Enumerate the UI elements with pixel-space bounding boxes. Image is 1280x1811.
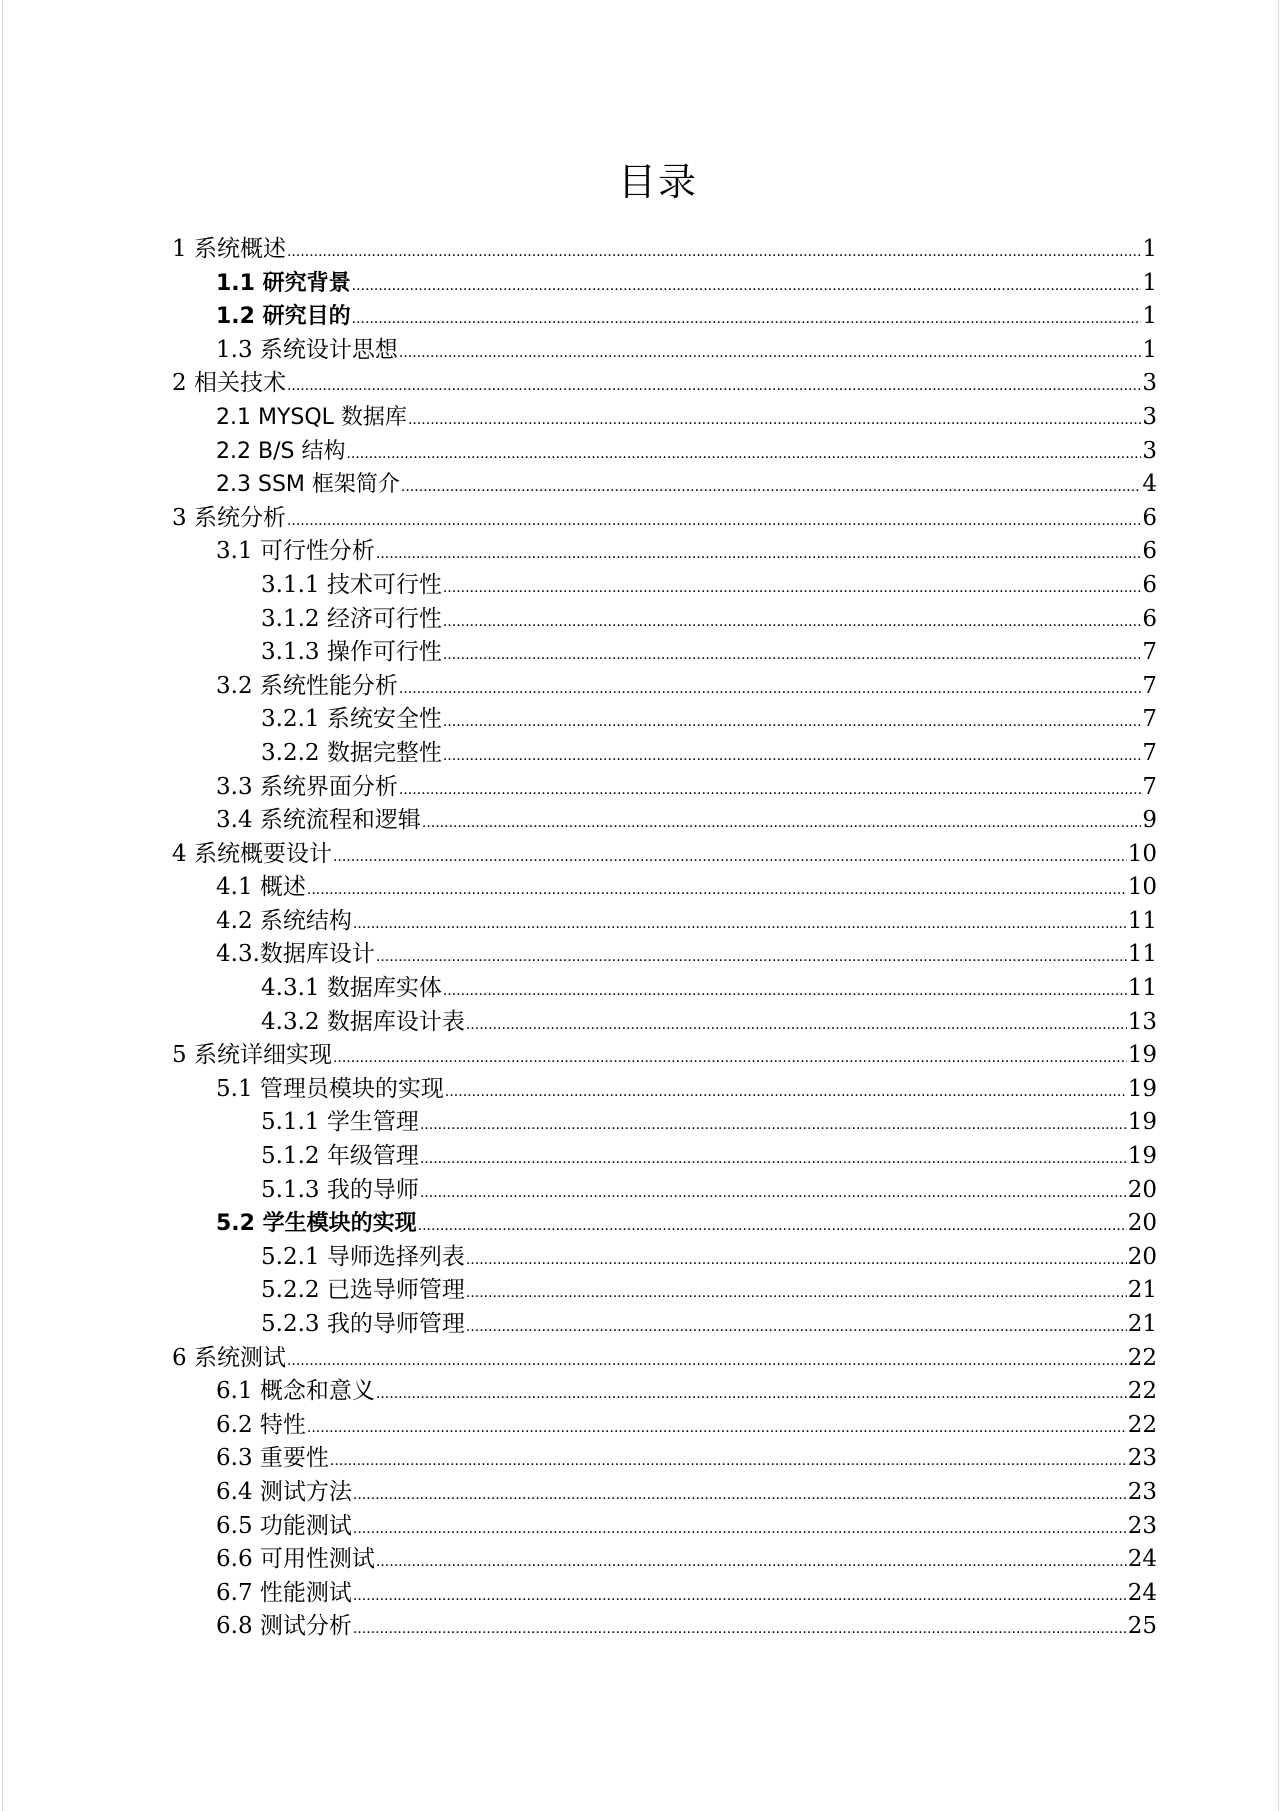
toc-page-number: 11 [1127,907,1157,934]
toc-entry-label: 3.4 系统流程和逻辑 [216,807,421,834]
toc-page-number: 10 [1127,874,1157,901]
toc-entry-label: 4.1 概述 [216,874,306,901]
toc-leader-dots [443,706,1142,740]
toc-page-number: 22 [1127,1344,1157,1371]
toc-leader-dots [466,1244,1127,1278]
toc-page-number: 19 [1127,1042,1157,1069]
toc-leader-dots [353,1613,1127,1647]
toc-page-number: 6 [1142,605,1157,632]
table-of-contents [172,233,1157,1644]
toc-leader-dots [420,1143,1127,1177]
toc-page-number: 6 [1142,538,1157,565]
toc-leader-dots [422,807,1141,841]
toc-entry-label: 6.4 测试方法 [216,1478,352,1505]
toc-entry[interactable] [172,1375,1157,1409]
toc-entry[interactable] [172,1207,1157,1241]
toc-leader-dots [353,1580,1127,1614]
toc-entry[interactable] [172,737,1157,771]
toc-leader-dots [287,236,1141,270]
toc-entry-label: 3.1.2 经济可行性 [261,605,442,632]
toc-leader-dots [287,370,1141,404]
toc-leader-dots [443,975,1127,1009]
toc-entry-label: 3.2 系统性能分析 [216,672,398,699]
toc-entry[interactable] [172,1006,1157,1040]
toc-page-number: 4 [1142,471,1157,498]
toc-entry-label: 5.2.1 导师选择列表 [261,1243,465,1270]
toc-entry[interactable] [172,636,1157,670]
toc-leader-dots [443,572,1142,606]
toc-page-number: 1 [1142,236,1157,262]
toc-entry[interactable] [172,1039,1157,1073]
toc-entry-label: 3.2.2 数据完整性 [261,739,442,766]
toc-page-number: 9 [1142,807,1157,834]
toc-entry-label: 4 系统概要设计 [172,840,332,867]
toc-entry-label: 6.5 功能测试 [216,1512,352,1539]
toc-entry-label: 5.1 管理员模块的实现 [216,1075,444,1102]
toc-entry[interactable] [172,1073,1157,1107]
toc-entry[interactable] [172,502,1157,536]
toc-entry[interactable] [172,1409,1157,1443]
toc-entry-label: 4.3.1 数据库实体 [261,975,442,1002]
toc-entry[interactable] [172,1543,1157,1577]
toc-leader-dots [287,505,1141,539]
toc-entry[interactable] [172,670,1157,704]
toc-leader-dots [330,1445,1127,1479]
toc-entry[interactable] [172,938,1157,972]
toc-entry-label: 5.2.2 已选导师管理 [261,1277,465,1304]
toc-page-number: 11 [1127,975,1157,1002]
toc-entry-label: 6.2 特性 [216,1411,306,1438]
toc-entry[interactable] [172,972,1157,1006]
toc-entry-label: 1 系统概述 [172,236,286,262]
toc-entry-label: 4.3.2 数据库设计表 [261,1008,465,1035]
toc-page-number: 20 [1127,1243,1157,1270]
toc-leader-dots [466,1311,1127,1345]
toc-leader-dots [443,740,1142,774]
toc-entry-label: 3.2.1 系统安全性 [261,706,442,733]
toc-page-number: 7 [1142,773,1157,800]
toc-entry-label: 6.7 性能测试 [216,1579,352,1606]
toc-entry[interactable] [172,771,1157,805]
toc-entry-label: 1.2 研究目的 [216,304,351,330]
toc-page-number: 19 [1127,1075,1157,1102]
toc-entry-label: 5.2 学生模块的实现 [216,1211,417,1237]
toc-entry[interactable] [172,1510,1157,1544]
toc-page-number: 22 [1127,1378,1157,1405]
toc-entry[interactable] [172,535,1157,569]
toc-entry-label: 2.1 MYSQL 数据库 [216,404,407,430]
toc-leader-dots [353,1513,1127,1547]
toc-entry[interactable] [172,1342,1157,1376]
toc-page-number: 7 [1142,672,1157,699]
toc-page-number: 19 [1127,1143,1157,1170]
toc-entry-label: 6.1 概念和意义 [216,1378,375,1405]
toc-page-number: 25 [1127,1613,1157,1640]
toc-entry[interactable] [172,603,1157,637]
toc-entry[interactable] [172,1442,1157,1476]
toc-entry-label: 2 相关技术 [172,370,286,397]
toc-leader-dots [307,1412,1127,1446]
toc-leader-dots [352,270,1142,304]
toc-entry-label: 5.2.3 我的导师管理 [261,1311,465,1337]
toc-leader-dots [466,1009,1127,1043]
toc-page-number: 19 [1127,1109,1157,1136]
toc-entry[interactable] [172,267,1157,301]
toc-entry[interactable] [172,804,1157,838]
toc-entry-label: 5.1.3 我的导师 [261,1176,419,1203]
toc-entry-label: 3.1.1 技术可行性 [261,571,442,598]
toc-entry[interactable] [172,569,1157,603]
page-border-right [1278,0,1279,1811]
toc-entry[interactable] [172,838,1157,872]
toc-leader-dots [376,1378,1127,1412]
toc-page-number: 3 [1142,403,1157,430]
toc-entry[interactable] [172,1140,1157,1174]
toc-page-number: 24 [1127,1579,1157,1606]
toc-page-number: 1 [1142,336,1157,363]
toc-entry-label: 5.1.2 年级管理 [261,1143,419,1170]
toc-page-number: 22 [1127,1411,1157,1438]
toc-page-number: 21 [1127,1311,1157,1337]
toc-leader-dots [401,471,1141,505]
toc-entry-label: 3.3 系统界面分析 [216,773,398,800]
toc-leader-dots [376,538,1141,572]
toc-page-number: 21 [1127,1277,1157,1304]
toc-entry[interactable] [172,1174,1157,1208]
toc-leader-dots [287,1345,1127,1379]
toc-leader-dots [443,639,1142,673]
toc-entry[interactable] [172,1274,1157,1308]
toc-leader-dots [399,774,1141,808]
toc-entry[interactable] [172,468,1157,502]
toc-entry-label: 4.2 系统结构 [216,907,352,934]
page-border-left [2,0,3,1811]
toc-leader-dots [376,1546,1127,1580]
toc-entry-label: 5.1.1 学生管理 [261,1109,419,1136]
toc-page-number: 7 [1142,706,1157,733]
toc-page-number: 1 [1142,269,1157,296]
toc-entry[interactable] [172,233,1157,267]
toc-leader-dots [418,1210,1127,1244]
toc-page-number: 1 [1142,303,1157,330]
toc-entry-label: 2.3 SSM 框架简介 [216,472,400,498]
toc-entry[interactable] [172,1241,1157,1275]
toc-page-number: 13 [1127,1008,1157,1035]
toc-leader-dots [333,1042,1127,1076]
toc-entry[interactable] [172,1610,1157,1644]
toc-leader-dots [466,1277,1127,1311]
toc-leader-dots [445,1076,1127,1110]
toc-entry-label: 6.6 可用性测试 [216,1546,375,1573]
toc-entry[interactable] [172,1106,1157,1140]
toc-leader-dots [346,438,1141,472]
toc-page-number: 23 [1127,1478,1157,1505]
toc-entry[interactable] [172,435,1157,469]
toc-entry[interactable] [172,871,1157,905]
page-title: 目录 [617,160,698,204]
toc-entry[interactable] [172,401,1157,435]
toc-entry-label: 2.2 B/S 结构 [216,438,346,464]
toc-entry[interactable] [172,1577,1157,1611]
toc-leader-dots [399,337,1141,371]
toc-entry[interactable] [172,905,1157,939]
toc-leader-dots [353,908,1127,942]
toc-page-number: 23 [1127,1512,1157,1539]
toc-entry[interactable] [172,334,1157,368]
toc-entry-label: 1.3 系统设计思想 [216,336,398,363]
toc-entry-label: 6.3 重要性 [216,1445,329,1472]
toc-entry[interactable] [172,300,1157,334]
toc-entry-label: 1.1 研究背景 [216,270,351,296]
toc-page-number: 3 [1142,370,1157,397]
toc-leader-dots [443,606,1142,640]
toc-entry-label: 6 系统测试 [172,1344,286,1371]
toc-entry[interactable] [172,367,1157,401]
toc-page-number: 23 [1127,1445,1157,1472]
toc-leader-dots [399,673,1141,707]
toc-leader-dots [408,404,1141,438]
toc-leader-dots [333,841,1127,875]
toc-leader-dots [376,941,1127,975]
toc-leader-dots [353,1479,1127,1513]
toc-page-number: 24 [1127,1546,1157,1573]
toc-entry[interactable] [172,1308,1157,1342]
toc-page-number: 11 [1127,941,1157,968]
toc-entry-label: 4.3.数据库设计 [216,941,375,968]
toc-page-number: 20 [1127,1210,1157,1237]
toc-page-number: 6 [1142,571,1157,598]
toc-entry[interactable] [172,703,1157,737]
toc-entry[interactable] [172,1476,1157,1510]
toc-page-number: 7 [1142,739,1157,766]
toc-leader-dots [352,303,1142,337]
toc-page-number: 7 [1142,639,1157,666]
toc-leader-dots [307,874,1127,908]
toc-page-number: 6 [1142,504,1157,531]
toc-entry-label: 3.1.3 操作可行性 [261,639,442,666]
toc-leader-dots [420,1177,1127,1211]
toc-entry-label: 5 系统详细实现 [172,1042,332,1069]
toc-page-number: 10 [1127,840,1157,867]
toc-page-number: 3 [1142,437,1157,464]
toc-page-number: 20 [1127,1176,1157,1203]
toc-entry-label: 6.8 测试分析 [216,1613,352,1640]
toc-entry-label: 3.1 可行性分析 [216,538,375,565]
toc-leader-dots [420,1109,1127,1143]
toc-entry-label: 3 系统分析 [172,504,286,531]
